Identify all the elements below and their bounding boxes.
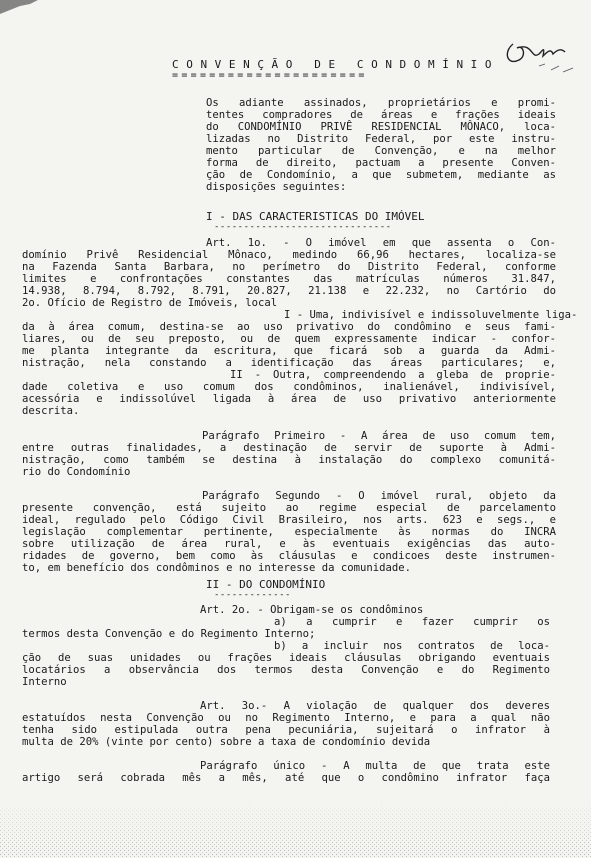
signature-icon [493, 26, 583, 86]
article-line: liares, ou de seu preposto, ou de quem expressamente indicar - confor- [22, 333, 556, 345]
article-line: na Fazenda Santa Barbara, no perímetro do Distrito Federal, conforme [22, 261, 556, 273]
article-line: Art. 2o. - Obrigam-se os condôminos [200, 604, 424, 616]
paragraph-line: legislação complementar pertinente, especialmente às normas do INCRA [22, 526, 556, 538]
article-line: ção de suas unidades ou frações ideais cláusulas obrigando eventuais [22, 652, 550, 664]
article-line: I - Uma, indivisível e indissoluvelmente liga- [284, 309, 578, 321]
section-heading-2: II - DO CONDOMÍNIO [206, 578, 326, 591]
article-line: limites e confrontações constantes das matrículas números 31.847, [22, 273, 556, 285]
scan-corner-mark [0, 0, 40, 18]
article-line: da à área comum, destina-se ao uso privativo do condômino e seus fami- [22, 321, 556, 333]
title-underline: ===================== [172, 70, 368, 81]
paragraph-line: presente convenção, está sujeito ao regime especial de parcelamento [22, 502, 556, 514]
article-line: domínio Privê Residencial Mônaco, medindo 66,96 hectares, localiza-se [22, 249, 556, 261]
paragraph-line: to, em benefício dos condôminos e no interesse da comunidade. [22, 562, 412, 574]
scan-noise-band [0, 798, 591, 858]
preamble-line: mento particular de Convenção, e na melhor [206, 145, 556, 157]
paragraph-line: entre outras finalidades, a destinação de servir de suporte à Admi- [22, 442, 556, 454]
document-title: CONVENÇÃO DE CONDOMÍNIO [172, 58, 500, 71]
article-line: me planta integrante da escritura, que ficará sob a guarda da Admi- [22, 345, 556, 357]
article-line: estatuídos nesta Convenção ou no Regimento Interno, e para a qual não [22, 712, 550, 724]
article-line: Art. 1o. - O imóvel em que assenta o Con- [206, 237, 556, 249]
section-underline-1: ------------------------------ [214, 222, 392, 232]
preamble-line: do CONDOMÍNIO PRIVÊ RESIDENCIAL MÔNACO, loca- [206, 121, 556, 133]
article-line: Interno [22, 676, 67, 688]
paragraph-line: sobre utilização de área rural, e às eventuais exigências das auto- [22, 538, 556, 550]
article-line: b) a incluir nos contratos de loca- [274, 640, 550, 652]
paragraph-line: ideal, regulado pelo Código Civil Brasileiro, nos arts. 623 e segs., e [22, 514, 556, 526]
paragraph-line: ridades de governo, bem como às cláusulas e condicoes deste instrumen- [22, 550, 556, 562]
article-line: descrita. [22, 405, 80, 417]
article-line: a) a cumprir e fazer cumprir os [274, 616, 550, 628]
paragraph-line: nistração, como também se destina à instalação do complexo comunitá- [22, 454, 556, 466]
article-line: II - Outra, compreendendo a gleba de proprie- [230, 369, 556, 381]
paragraph-line: Parágrafo Primeiro - A área de uso comum tem, [202, 430, 556, 442]
preamble-line: lizadas no Distrito Federal, por este instru- [206, 133, 556, 145]
preamble-line: disposições seguintes: [206, 181, 347, 193]
preamble-line: Os adiante assinados, proprietários e promi- [206, 97, 556, 109]
article-line: termos desta Convenção e do Regimento Interno; [22, 628, 316, 640]
preamble [206, 97, 556, 193]
section1-body [22, 237, 578, 574]
preamble-line: ção de Condomínio, a que submetem, mediante as [206, 169, 556, 181]
section2-body [22, 604, 550, 784]
article-line: 2o. Ofício de Registro de Imóveis, local [22, 297, 278, 309]
paragraph-line: Parágrafo Segundo - O imóvel rural, objeto da [202, 490, 556, 502]
section-heading-1: I - DAS CARACTERISTICAS DO IMÓVEL [206, 210, 425, 223]
article-line: nistração, nela constando a identificação das áreas particulares; e, [22, 357, 556, 369]
article-line: locatários a observância dos termos desta Convenção e do Regimento [22, 664, 550, 676]
article-line: 14.938, 8.794, 8.792, 8.791, 20.827, 21.138 e 22.232, no Cartório do [22, 285, 556, 297]
preamble-line: forma de direito, pactuam a presente Conven- [206, 157, 556, 169]
paragraph-line: Parágrafo único - A multa de que trata este [200, 760, 550, 772]
section-underline-2: ------------- [214, 590, 291, 600]
article-line: Art. 3o.- A violação de qualquer dos deveres [200, 700, 550, 712]
article-line: multa de 20% (vinte por cento) sobre a taxa de condomínio devida [22, 736, 431, 748]
article-line: acessória e indissolúvel ligada à área de uso privativo anteriormente [22, 393, 556, 405]
preamble-line: tentes compradores de áreas e frações ideais [206, 109, 556, 121]
article-line: tenha sido estipulada outra pena pecuniária, sujeitará o infrator à [22, 724, 550, 736]
paragraph-line: artigo será cobrada mês a mês, até que o condômino infrator faça [22, 772, 550, 784]
article-line: dade coletiva e uso comum dos condôminos, inalienável, indivisível, [22, 381, 556, 393]
paragraph-line: rio do Condomínio [22, 466, 131, 478]
